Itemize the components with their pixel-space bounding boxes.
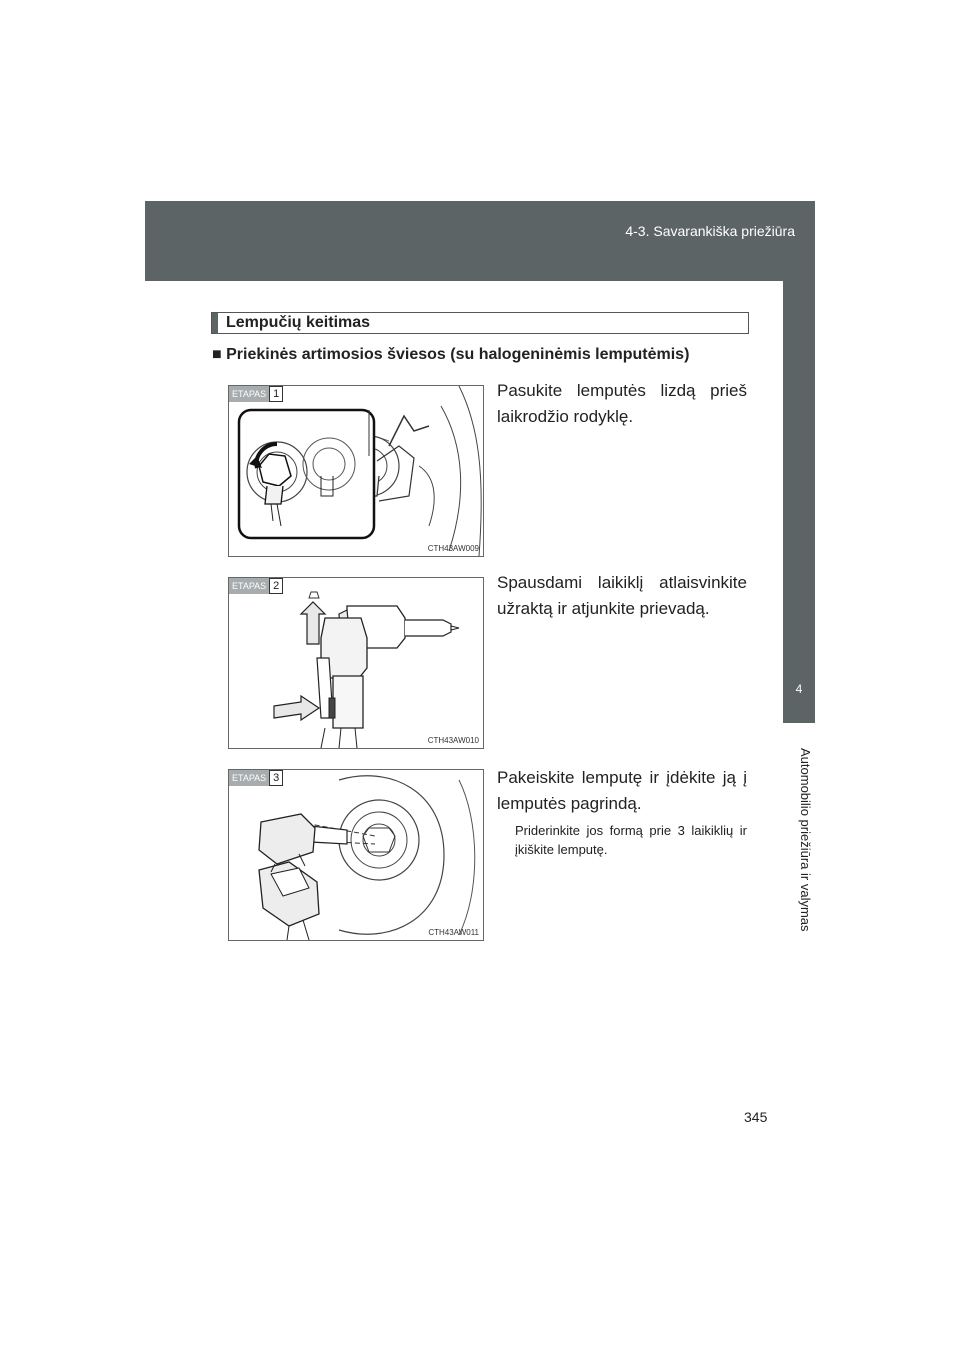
figure-step-1 [228, 385, 484, 557]
figure-code: CTH43AW011 [428, 928, 479, 937]
bulb-connector-illustration [229, 578, 483, 748]
etapas-label: ETAPAS [229, 578, 269, 594]
figure-code: CTH43AW010 [427, 736, 479, 745]
bulb-insertion-illustration [229, 770, 483, 940]
figure-step-3 [228, 769, 484, 941]
step-1-text: Pasukite lemputės lizdą prieš laikrodžio rodyklę. [497, 381, 747, 426]
step-3-note: Priderinkite jos formą prie 3 laikiklių ir įkiškite lemputę. [515, 823, 747, 857]
step-3-text: Pakeiskite lemputę ir įdėkite ją į lemputės pagrindą. [497, 768, 747, 813]
figure-code: CTH43AW009 [427, 544, 479, 553]
etapas-badge [229, 578, 283, 594]
header-section-title: 4-3. Savarankiška priežiūra [625, 223, 795, 239]
headlamp-socket-illustration [229, 386, 483, 556]
etapas-badge [229, 770, 283, 786]
side-band [783, 281, 815, 655]
section-title: Lempučių keitimas [226, 314, 371, 331]
step-2-text: Spausdami laikiklį atlaisvinkite užraktą ir atjunkite prievadą. [497, 573, 747, 618]
etapas-number: 3 [269, 770, 283, 786]
bullet-square-icon: ■ [212, 346, 222, 363]
etapas-badge [229, 386, 283, 402]
section-header-bar [212, 313, 218, 333]
page-number: 345 [744, 1109, 768, 1125]
subheading [212, 346, 689, 364]
etapas-label: ETAPAS [229, 386, 269, 402]
chapter-number-tab: 4 [783, 655, 815, 723]
etapas-label: ETAPAS [229, 770, 269, 786]
chapter-label: Automobilio priežiūra ir valymas [798, 748, 813, 932]
etapas-number: 2 [269, 578, 283, 594]
etapas-number: 1 [269, 386, 283, 402]
figure-step-2 [228, 577, 484, 749]
header-band [145, 201, 815, 281]
subheading-text: Priekinės artimosios šviesos (su halogeninėmis lemputėmis) [226, 346, 690, 363]
section-header [211, 312, 749, 334]
